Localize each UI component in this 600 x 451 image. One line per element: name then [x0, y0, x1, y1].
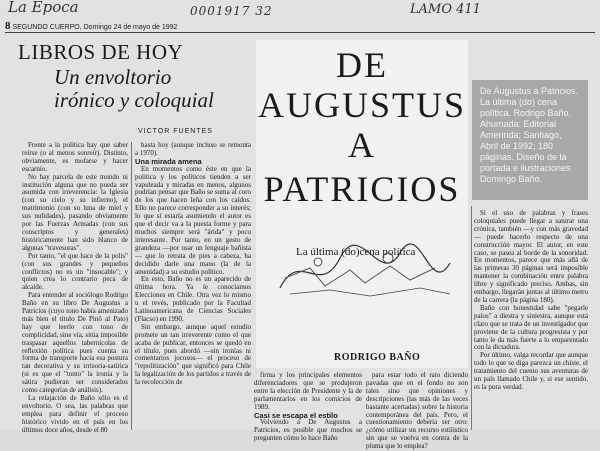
book-info-caption — [472, 80, 588, 200]
cover-illustration-drawing — [270, 228, 460, 306]
column-divider — [131, 142, 132, 430]
article-column-2 — [135, 142, 251, 430]
cover-tagline: La última (do)cena política — [296, 246, 416, 258]
book-cover-image — [256, 40, 468, 368]
caption-text: De Augustus a Patricios. La última (do) cena política. Rodrigo Baño. Ahumada: Editorial Amerinda; Santiago, Abril de 1992; 180 páginas. Diseño de la portada e ilustraciones Domingo Baño. — [480, 86, 579, 184]
header-rule — [5, 32, 595, 33]
handwritten-filing-code: LAMO 411 — [410, 2, 481, 17]
subheading-casi-se-escapa-el-estilo: Casi se escapa el estilo — [254, 410, 338, 420]
cover-title-line: A — [348, 125, 376, 165]
article-column-5 — [474, 210, 588, 430]
section-date-line: SEGUNDO CUERPO, Domingo 24 de mayo de 1992 — [12, 24, 178, 31]
paragraph: No hay parcela de este mundo ni institución alguna que no pueda ser asumida con irreverencia: la Iglesia (con su cielo y su infierno), el matrimonio (con su luna de miel y sus nulidades), pasando obviamente por las Fuerzas Armadas (con sus conscriptos y generales) históricamente han sido blanco de algunas "travesuras". — [22, 172, 128, 252]
cover-author: RODRIGO BAÑO — [334, 352, 421, 363]
paragraph: para estar todo el rato diciendo pavadas que en el fondo no son tales sino que opiniones y descripciones (las más de las veces bastante acertadas) sobre la historia contemporánea del país. Pero, el cuestionamiento debería ser otro: ¿cómo utilizar un recurso estilístico sin que se vuelva en contra de la pluma que lo emplea? — [366, 371, 468, 451]
handwritten-source-note: La Epoca — [8, 0, 79, 16]
headline-line-1: Un envoltorio — [54, 65, 172, 89]
column-divider — [471, 206, 472, 430]
article-column-1 — [22, 141, 128, 434]
cover-title-line: AUGUSTUS — [257, 85, 467, 125]
paragraph: Si el uso de palabras y frases coloquiales puede llegar a saturar una crónica, también —y con más gravedad— puede hacerlo respecto de una construcción mayor. El autor, en este caso, se pasea al borde de la sonoridad. En momentos, parece que más allá de las primeras 30 páginas será imposible mantener la combinación entre palabra libre y significado preciso. Ambas, sin embargo, llegarán juntas al último metro de la carrera (la página 180). — [474, 209, 588, 304]
handwritten-archive-number: 0001917 32 — [190, 4, 273, 18]
paragraph: En esto, Baño no es un aparecido de última hora. Ya le conocíamos Elecciones en Chile. Otra vez lo mismo u el revés, publicado por la Facultad Latinoamericana de Ciencias Sociales (Flacso) en 1990. — [135, 275, 251, 323]
page-number: 8 — [5, 20, 11, 32]
subheading-una-mirada-amena: Una mirada amena — [135, 156, 202, 166]
paragraph: Para entender al sociólogo Rodrigo Baño en su libro De Augustus a Patricios (cuyo tono había amenizado más bien el título De Pinô al Pato) hay que leerlo con tono de complicidad, sine vía, sitúa imposible traspasar aquellos tabernícolas de reflexión política pues cuenta su forma de transporte hacia esa postura tan decorativa y su irrisoria-satírica (si es que el "tonto" la ironía y la sátira pudieran ser considerados como categorías de análisis). — [22, 291, 128, 395]
byline: VICTOR FUENTES — [138, 128, 213, 135]
cover-title-line: DE — [336, 45, 388, 85]
paragraph: Volviendo a De Augustus a Patricios, es posible que muchos se pregunten cómo lo hace Baño — [254, 418, 362, 443]
paragraph: Frente a la política hay que saber reírse (o al menos sonreír). Distinto, obviamente, es mofarse y hacer escarnio. — [22, 141, 128, 173]
paragraph: Por tanto, "el que hace de la polis" (con sus grandes y pequeños conflictos) no es un "insocable"; y quien crea lo contrario peca de alcaide. — [22, 251, 128, 292]
section-title: LIBROS DE HOY — [18, 40, 184, 64]
page-header — [5, 20, 595, 32]
article-headline — [54, 66, 214, 112]
paragraph: firma y los principales elementos diferenciadores que se produjeron entre la elección de Presidente y la de parlamentarios en los comicios de 1989. — [254, 371, 362, 411]
cover-title-line: PATRICIOS — [263, 169, 461, 209]
paragraph: Baño con honestidad sabe "pegarle palos" a diestra y siniestra, aunque está claro que se trata de un investigador que proviene de la cultura progresista y por tanto le da más fuerte a lo emparentado con la dictadura. — [474, 303, 588, 352]
article-column-4 — [366, 371, 468, 451]
article-column-3 — [254, 371, 362, 443]
paragraph: Por último, valga recordar que aunque todo lo que se diga parezca un chiste, el tratamiento del cuento sus aventuras de un país llamado Chile y, si ese sentido, es la pura verdad. — [474, 351, 588, 391]
paragraph: hasta hoy (aunque incluso se remonta a 1970). — [135, 141, 251, 157]
paragraph: En momentos como éste en que la política y los políticos tienden a ser vapuleada y miradas en menos, algunos podrían pensar que Baño se suma al coro de los que hacen leña con los caídos. Ello no parece corresponder a su interés; lo que sí estaría asumiendo el autor es que el decir va a la puesta forme y para muchos siempre será "árida" y poco interesante. Por tanto, en un gesto de grandeza —por usar un lenguaje bañista— que lo retrata de pies a cabeza, ha decidido darle una mano (la de la amenidad) a su estudio político. — [135, 164, 251, 276]
headline-line-2: irónico y coloquial — [54, 88, 214, 112]
paragraph: La relajación de Baño sólo es el envoltorio. O sea, las palabras que emplea para definir el proceso histórico vivido en el país en los últimos doce años, desde el 80 — [22, 394, 128, 434]
paragraph: Sin embargo, aunque aquel estudio promete un tan irreverente como el que acaba de publicar, entonces se quedó en el título, pues abordó —sin ironías ni comentarios jocosos— el proceso de "repolitización" que significó para Chile la legalización de los partidos a través de la recolección de — [135, 322, 251, 387]
